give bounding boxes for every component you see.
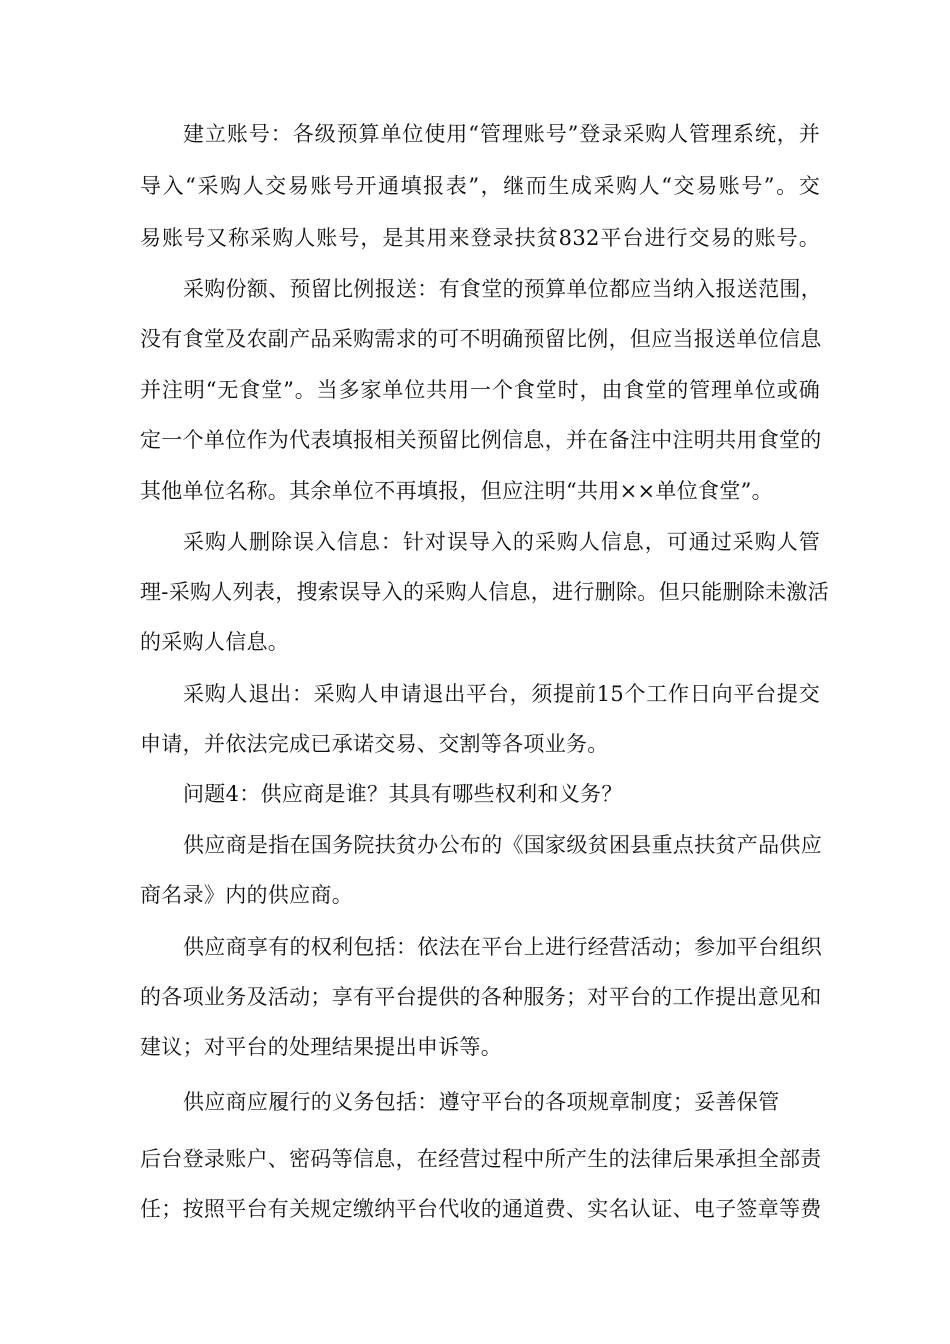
paragraph-line: 供应商享有的权利包括：依法在平台上进行经营活动；参加平台组织 bbox=[183, 935, 822, 959]
paragraph-line: 的采购人信息。 bbox=[140, 630, 290, 654]
paragraph-line: 导入“采购人交易账号开通填报表”，继而生成采购人“交易账号”。交 bbox=[140, 174, 820, 198]
paragraph-line: 的各项业务及活动；享有平台提供的各种服务；对平台的工作提出意见和 bbox=[140, 985, 822, 1009]
paragraph-line: 建立账号：各级预算单位使用“管理账号”登录采购人管理系统，并 bbox=[183, 122, 820, 146]
paragraph-line: 采购人删除误入信息：针对误导入的采购人信息，可通过采购人管 bbox=[183, 530, 820, 554]
paragraph-line: 并注明“无食堂”。当多家单位共用一个食堂时，由食堂的管理单位或确 bbox=[140, 378, 820, 402]
paragraph-line: 供应商是指在国务院扶贫办公布的《国家级贫困县重点扶贫产品供应 bbox=[183, 833, 822, 857]
paragraph-line: 供应商应履行的义务包括：遵守平台的各项规章制度；妥善保管 bbox=[183, 1090, 780, 1114]
paragraph-line: 其他单位名称。其余单位不再填报，但应注明“共用××单位食堂”。 bbox=[140, 479, 773, 503]
paragraph-line: 定一个单位作为代表填报相关预留比例信息，并在备注中注明共用食堂的 bbox=[140, 428, 822, 452]
paragraph-line: 任；按照平台有关规定缴纳平台代收的通道费、实名认证、电子签章等费 bbox=[140, 1197, 822, 1221]
paragraph-line: 后台登录账户、密码等信息，在经营过程中所产生的法律后果承担全部责 bbox=[140, 1147, 822, 1171]
paragraph-line: 采购人退出：采购人申请退出平台，须提前15个工作日向平台提交 bbox=[183, 682, 820, 706]
paragraph-line: 采购份额、预留比例报送：有食堂的预算单位都应当纳入报送范围， bbox=[183, 277, 822, 301]
paragraph-line: 申请，并依法完成已承诺交易、交割等各项业务。 bbox=[140, 732, 609, 756]
paragraph-line: 易账号又称采购人账号，是其用来登录扶贫832平台进行交易的账号。 bbox=[140, 226, 820, 250]
paragraph-line: 建议；对平台的处理结果提出申诉等。 bbox=[140, 1035, 503, 1059]
paragraph-line: 理-采购人列表，搜索误导入的采购人信息，进行删除。但只能删除未激活 bbox=[140, 580, 829, 604]
question-heading: 问题4：供应商是谁？其具有哪些权利和义务？ bbox=[183, 782, 623, 806]
paragraph-line: 没有食堂及农副产品采购需求的可不明确预留比例，但应当报送单位信息 bbox=[140, 327, 822, 351]
paragraph-line: 商名录》内的供应商。 bbox=[140, 883, 353, 907]
